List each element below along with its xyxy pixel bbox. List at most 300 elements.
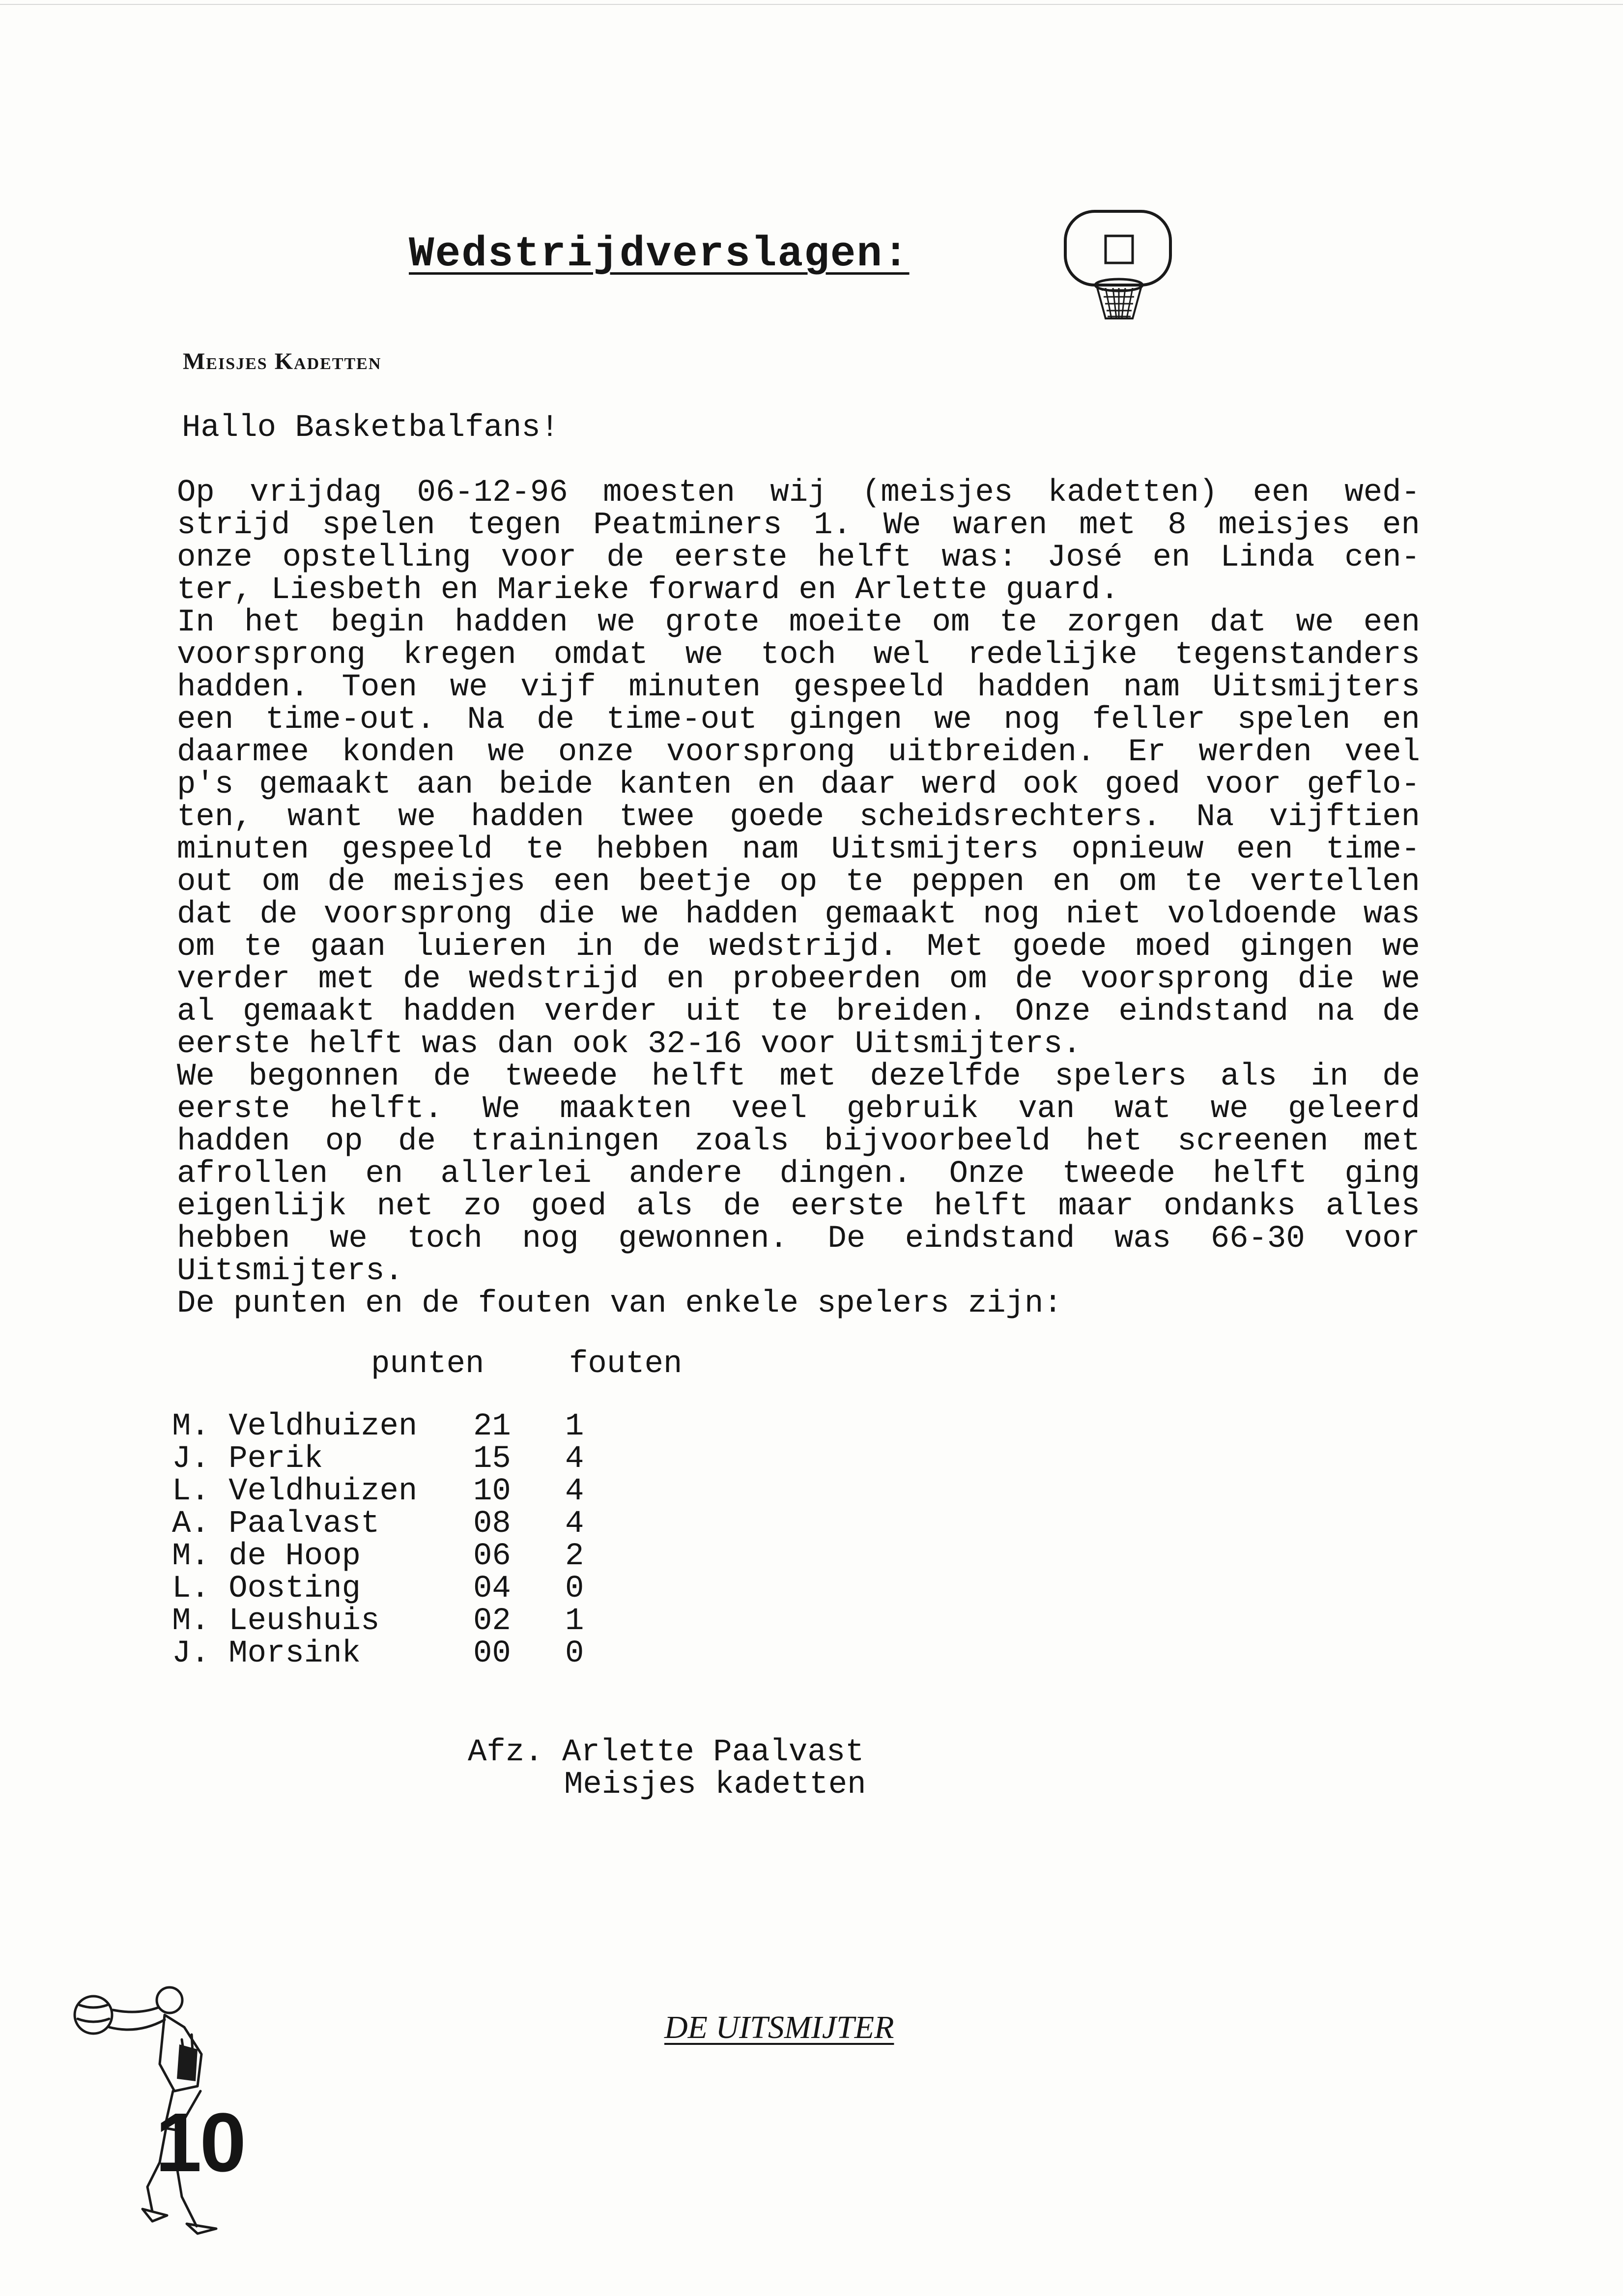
- body-word: time-: [1325, 832, 1420, 867]
- body-word: we: [398, 800, 436, 835]
- body-word: goed: [531, 1189, 607, 1224]
- body-word: wedstrijd.: [709, 929, 898, 965]
- body-word: hadden: [177, 1124, 290, 1159]
- body-word: te: [1184, 864, 1223, 900]
- body-word: helft: [651, 1059, 746, 1094]
- body-word: gingen: [789, 702, 903, 738]
- body-word: minuten: [177, 832, 309, 867]
- body-word: zoals: [694, 1124, 789, 1159]
- signature-team: Meisjes kadetten: [564, 1767, 866, 1803]
- body-word: om: [261, 864, 300, 900]
- player-points: 10: [473, 1474, 511, 1509]
- body-word: out: [177, 864, 234, 900]
- body-word: minuten: [628, 670, 761, 705]
- body-word: moesten: [603, 475, 735, 511]
- body-word: opstelling: [282, 540, 471, 575]
- body-word: ter,: [177, 573, 253, 608]
- body-word: feller: [1092, 702, 1206, 738]
- body-word: hadden: [402, 994, 516, 1030]
- player-fouls: 0: [565, 1571, 584, 1607]
- body-word: dan: [497, 1027, 554, 1062]
- body-word: een: [177, 702, 234, 738]
- body-word: tweede: [504, 1059, 618, 1094]
- body-word: kanten: [619, 767, 732, 803]
- body-word: Na: [1196, 800, 1234, 835]
- body-word: omdat: [553, 637, 648, 673]
- body-word: José: [1047, 540, 1123, 575]
- body-word: afrollen: [177, 1156, 328, 1192]
- body-word: redelijke: [967, 637, 1138, 673]
- body-word: ook: [1023, 767, 1080, 803]
- body-word: toch: [760, 637, 836, 673]
- body-word: onze: [558, 735, 634, 770]
- player-fouls: 4: [565, 1506, 584, 1542]
- page-title: Wedstrijdverslagen:: [409, 230, 910, 278]
- player-points: 00: [473, 1636, 511, 1671]
- body-word: te: [243, 929, 282, 965]
- body-word: we: [487, 735, 526, 770]
- body-word: Liesbeth: [271, 573, 422, 608]
- body-word: de: [723, 1189, 761, 1224]
- body-word: meisjes: [1218, 508, 1351, 543]
- body-word: konden: [342, 735, 455, 770]
- body-word: de: [398, 1124, 436, 1159]
- body-word: waren: [953, 508, 1048, 543]
- body-line: [177, 671, 1420, 704]
- stats-table: [172, 1410, 663, 1670]
- body-line: [177, 1190, 1420, 1223]
- body-word: Uitsmijters.: [177, 1254, 403, 1289]
- body-word: nog: [1003, 702, 1060, 738]
- body-word: goede: [1012, 929, 1107, 965]
- body-line: [177, 769, 1420, 801]
- body-word: we: [450, 670, 488, 705]
- body-line: [177, 509, 1420, 542]
- body-word: in: [575, 929, 614, 965]
- page-number: 10: [155, 2096, 245, 2189]
- body-word: was: [1114, 1221, 1171, 1257]
- body-word: Onze: [949, 1156, 1025, 1192]
- body-word: het: [1085, 1124, 1142, 1159]
- body-word: was: [422, 1027, 479, 1062]
- body-word: toch: [407, 1221, 483, 1257]
- player-fouls: 1: [565, 1409, 584, 1444]
- body-word: voor: [501, 540, 577, 575]
- body-word: helft: [817, 540, 912, 575]
- body-word: eindstand: [1118, 994, 1289, 1030]
- body-line: [177, 898, 1420, 931]
- body-word: het: [244, 605, 301, 640]
- body-word: trainingen: [471, 1124, 660, 1159]
- body-word: als: [1220, 1059, 1277, 1094]
- body-word: twee: [619, 800, 695, 835]
- body-word: die: [1297, 962, 1355, 997]
- body-word: we: [1382, 962, 1420, 997]
- player-points: 21: [473, 1409, 511, 1444]
- body-word: eerste: [177, 1091, 290, 1127]
- body-word: time-out: [606, 702, 757, 738]
- body-word: voorsprong: [323, 897, 513, 932]
- signature-sender: Afz. Arlette Paalvast: [468, 1735, 864, 1770]
- player-fouls: 4: [565, 1441, 584, 1477]
- body-word: verder: [544, 994, 657, 1030]
- body-word: Uitsmijters.: [854, 1027, 1082, 1062]
- body-word: en: [1382, 508, 1420, 543]
- body-word: andere: [628, 1156, 742, 1192]
- body-word: gemaakt: [825, 897, 957, 932]
- body-word: wed-: [1344, 475, 1420, 511]
- body-word: de: [402, 962, 441, 997]
- body-word: enkele: [685, 1286, 798, 1321]
- body-word: een: [1236, 832, 1293, 867]
- magazine-name: DE UITSMIJTER: [664, 2009, 894, 2045]
- player-points: 04: [473, 1571, 511, 1607]
- body-word: wel: [873, 637, 930, 673]
- body-word: tegenstanders: [1174, 637, 1420, 673]
- body-word: vrijdag: [250, 475, 382, 511]
- body-word: de: [433, 1059, 471, 1094]
- body-word: 06-12-96: [417, 475, 568, 511]
- body-word: zijn:: [968, 1286, 1062, 1321]
- body-word: De: [827, 1221, 866, 1257]
- body-word: Marieke: [497, 573, 629, 608]
- body-word: maakten: [560, 1091, 692, 1127]
- body-word: kadetten): [1048, 475, 1218, 511]
- body-word: 1.: [814, 508, 852, 543]
- body-word: met: [1079, 508, 1136, 543]
- body-word: Onze: [1015, 994, 1091, 1030]
- body-word: niet: [1065, 897, 1141, 932]
- player-fouls: 2: [565, 1539, 584, 1574]
- body-word: guard.: [1006, 573, 1119, 608]
- body-word: ondanks: [1164, 1189, 1296, 1224]
- stats-row: [172, 1410, 663, 1443]
- body-word: met: [1363, 1124, 1420, 1159]
- body-word: tegen: [467, 508, 562, 543]
- body-word: hebben: [596, 832, 710, 867]
- body-word: ging: [1344, 1156, 1420, 1192]
- player-points: 02: [473, 1604, 511, 1639]
- body-word: voorsprong: [1081, 962, 1270, 997]
- stats-row: [172, 1573, 663, 1605]
- body-word: begonnen: [248, 1059, 399, 1094]
- body-word: veel: [1344, 735, 1420, 770]
- body-word: nam: [1123, 670, 1180, 705]
- body-word: op: [779, 864, 818, 900]
- body-word: scheidsrechters.: [859, 800, 1162, 835]
- body-word: uitbreiden.: [887, 735, 1096, 770]
- body-word: om: [1118, 864, 1157, 900]
- body-word: en: [365, 1156, 403, 1192]
- body-word: gemaakt: [259, 767, 391, 803]
- body-word: allerlei: [440, 1156, 592, 1192]
- body-line: [177, 574, 1420, 606]
- body-word: peppen: [911, 864, 1025, 900]
- body-word: om: [949, 962, 987, 997]
- body-word: op: [325, 1124, 363, 1159]
- body-word: 8: [1167, 508, 1187, 543]
- body-word: en: [666, 962, 705, 997]
- body-word: de: [642, 929, 681, 965]
- stats-row: [172, 1443, 663, 1475]
- points-column-header: punten: [371, 1347, 484, 1382]
- player-points: 06: [473, 1539, 511, 1574]
- body-word: we: [621, 897, 659, 932]
- stats-row: [172, 1475, 663, 1508]
- stats-row: [172, 1637, 663, 1670]
- fouls-column-header: fouten: [569, 1347, 683, 1382]
- body-word: fouten: [478, 1286, 592, 1321]
- body-word: wij: [770, 475, 827, 511]
- body-word: helft: [934, 1189, 1028, 1224]
- player-name: J. Morsink: [172, 1636, 361, 1671]
- body-line: [177, 1255, 1420, 1288]
- body-line: [177, 542, 1420, 574]
- body-word: we: [1210, 1091, 1249, 1127]
- body-word: bijvoorbeeld: [824, 1124, 1051, 1159]
- player-fouls: 4: [565, 1474, 584, 1509]
- greeting-text: Hallo Basketbalfans!: [182, 410, 560, 446]
- body-word: we: [685, 637, 723, 673]
- body-word: een: [1253, 475, 1310, 511]
- body-line: [177, 736, 1420, 769]
- body-word: te: [770, 994, 808, 1030]
- body-word: grote: [665, 605, 760, 640]
- body-word: wat: [1114, 1091, 1171, 1127]
- body-word: en: [757, 767, 796, 803]
- body-word: moeite: [789, 605, 903, 640]
- body-word: Na: [467, 702, 505, 738]
- body-word: voor: [1205, 767, 1281, 803]
- body-word: en: [440, 573, 479, 608]
- body-word: werd: [921, 767, 997, 803]
- body-word: probeerden: [732, 962, 921, 997]
- body-word: uit: [685, 994, 742, 1030]
- body-word: De: [177, 1286, 215, 1321]
- body-word: zo: [463, 1189, 501, 1224]
- body-word: in: [1310, 1059, 1349, 1094]
- body-word: goede: [730, 800, 825, 835]
- body-word: hadden.: [177, 670, 309, 705]
- body-word: gewonnen.: [618, 1221, 788, 1257]
- body-word: begin: [330, 605, 425, 640]
- stats-row: [172, 1540, 663, 1573]
- player-name: M. de Hoop: [172, 1539, 361, 1574]
- body-line: [177, 801, 1420, 833]
- body-word: dezelfde: [870, 1059, 1021, 1094]
- body-word: hadden: [685, 897, 798, 932]
- body-line: [177, 1028, 1420, 1061]
- body-word: geleerd: [1288, 1091, 1420, 1127]
- body-word: strijd: [177, 508, 290, 543]
- body-word: spelers: [817, 1286, 949, 1321]
- body-word: gemaakt: [242, 994, 375, 1030]
- body-word: vijftien: [1269, 800, 1420, 835]
- body-word: hadden: [471, 800, 584, 835]
- player-name: A. Paalvast: [172, 1506, 380, 1542]
- body-word: vertellen: [1250, 864, 1420, 900]
- body-word: screenen: [1177, 1124, 1329, 1159]
- player-fouls: 1: [565, 1604, 584, 1639]
- body-word: de: [1015, 962, 1053, 997]
- body-word: Er: [1128, 735, 1166, 770]
- body-word: de: [606, 540, 645, 575]
- body-word: hadden: [455, 605, 568, 640]
- player-points: 08: [473, 1506, 511, 1542]
- body-word: eerste: [674, 540, 788, 575]
- body-line: [177, 704, 1420, 736]
- body-word: hebben: [177, 1221, 290, 1257]
- body-word: eerste: [791, 1189, 904, 1224]
- body-word: helft.: [329, 1091, 443, 1127]
- body-word: spelen: [1237, 702, 1351, 738]
- body-word: Uitsmijters: [831, 832, 1039, 867]
- player-points: 15: [473, 1441, 511, 1477]
- body-word: van: [1018, 1091, 1075, 1127]
- body-word: werden: [1198, 735, 1312, 770]
- body-word: gebruik: [846, 1091, 979, 1127]
- basketball-hoop-icon: [1056, 206, 1179, 324]
- body-word: cen-: [1344, 540, 1420, 575]
- body-word: Toen: [342, 670, 418, 705]
- body-word: te: [845, 864, 883, 900]
- body-word: verder: [177, 962, 290, 997]
- body-word: voorsprong: [177, 637, 366, 673]
- body-word: met: [779, 1059, 836, 1094]
- player-fouls: 0: [565, 1636, 584, 1671]
- body-line: [177, 931, 1420, 963]
- body-word: (meisjes: [862, 475, 1013, 511]
- body-word: dat: [1209, 605, 1267, 640]
- stats-row: [172, 1605, 663, 1637]
- scan-edge-line: [0, 4, 1623, 5]
- player-name: L. Oosting: [172, 1571, 361, 1607]
- body-word: een: [553, 864, 610, 900]
- body-word: gingen: [1240, 929, 1354, 965]
- body-word: kregen: [403, 637, 516, 673]
- body-word: voorsprong: [666, 735, 855, 770]
- body-word: van: [610, 1286, 667, 1321]
- body-word: al: [177, 994, 215, 1030]
- player-name: M. Veldhuizen: [172, 1409, 418, 1444]
- body-word: gespeeld: [793, 670, 945, 705]
- body-word: met: [318, 962, 375, 997]
- body-line: [177, 1061, 1420, 1093]
- body-word: we: [598, 605, 635, 640]
- body-word: geflo-: [1307, 767, 1420, 803]
- player-name: M. Leushuis: [172, 1604, 380, 1639]
- body-word: om: [932, 605, 970, 640]
- body-word: Op: [177, 475, 215, 511]
- body-word: p's: [177, 767, 234, 803]
- body-word: helft: [309, 1027, 403, 1062]
- body-word: beide: [499, 767, 594, 803]
- body-word: dingen.: [779, 1156, 912, 1192]
- player-name: J. Perik: [172, 1441, 323, 1477]
- stats-row: [172, 1508, 663, 1540]
- body-line: [177, 606, 1420, 639]
- body-line: [177, 1288, 1420, 1320]
- body-word: die: [538, 897, 596, 932]
- body-word: opnieuw: [1071, 832, 1204, 867]
- body-word: alles: [1325, 1189, 1420, 1224]
- body-word: de: [1382, 1059, 1420, 1094]
- body-word: spelen: [322, 508, 435, 543]
- body-word: te: [999, 605, 1037, 640]
- body-word: te: [525, 832, 564, 867]
- body-word: voldoende: [1167, 897, 1338, 932]
- body-word: Peatminers: [593, 508, 782, 543]
- body-word: ten,: [177, 800, 253, 835]
- body-line: [177, 996, 1420, 1028]
- body-word: punten: [233, 1286, 347, 1321]
- body-word: wedstrijd: [468, 962, 639, 997]
- body-word: meisjes: [393, 864, 526, 900]
- body-word: een: [1363, 605, 1420, 640]
- body-word: Linda: [1220, 540, 1315, 575]
- body-word: en: [1053, 864, 1091, 900]
- body-word: nog: [522, 1221, 579, 1257]
- body-word: de: [422, 1286, 459, 1321]
- body-word: de: [537, 702, 574, 738]
- body-line: [177, 1125, 1420, 1158]
- body-word: In: [177, 605, 215, 640]
- body-line: [177, 833, 1420, 866]
- body-word: gaan: [310, 929, 386, 965]
- body-word: de: [1382, 994, 1420, 1030]
- body-word: aan: [416, 767, 474, 803]
- body-word: voor: [1344, 1221, 1420, 1257]
- body-word: net: [376, 1189, 433, 1224]
- body-line: [177, 1093, 1420, 1125]
- body-word: daar: [821, 767, 896, 803]
- body-word: we: [1382, 929, 1420, 965]
- body-line: [177, 1158, 1420, 1190]
- body-word: daarmee: [177, 735, 309, 770]
- body-word: en: [365, 1286, 403, 1321]
- body-word: nog: [983, 897, 1040, 932]
- body-word: forward: [648, 573, 780, 608]
- body-word: was: [1363, 897, 1420, 932]
- body-word: de: [327, 864, 366, 900]
- body-line: [177, 477, 1420, 509]
- body-word: ook: [572, 1027, 629, 1062]
- body-word: de: [259, 897, 298, 932]
- report-body: [177, 477, 1420, 1320]
- body-word: eerste: [177, 1027, 290, 1062]
- body-line: [177, 866, 1420, 898]
- body-word: we: [934, 702, 972, 738]
- body-word: en: [798, 573, 837, 608]
- body-word: we: [329, 1221, 368, 1257]
- body-word: gespeeld: [342, 832, 493, 867]
- body-word: We: [482, 1091, 520, 1127]
- body-word: onze: [177, 540, 253, 575]
- body-word: 32-16: [648, 1027, 742, 1062]
- body-word: beetje: [638, 864, 752, 900]
- body-word: Uitsmijters: [1212, 670, 1420, 705]
- body-word: zorgen: [1067, 605, 1180, 640]
- body-word: We: [177, 1059, 215, 1094]
- body-word: en: [1382, 702, 1420, 738]
- body-word: als: [636, 1189, 693, 1224]
- body-line: [177, 963, 1420, 996]
- body-word: vijf: [520, 670, 596, 705]
- body-word: dat: [177, 897, 234, 932]
- body-word: helft: [1213, 1156, 1308, 1192]
- body-line: [177, 639, 1420, 671]
- body-word: tweede: [1062, 1156, 1175, 1192]
